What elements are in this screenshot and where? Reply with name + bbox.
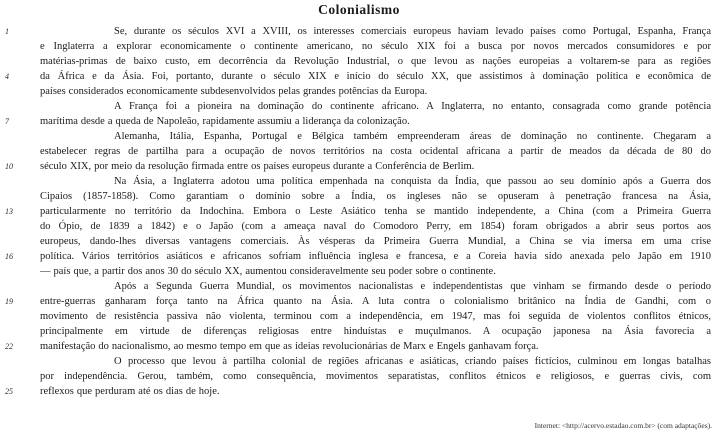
text-row bbox=[5, 69, 711, 84]
text-line: Se, durante os séculos XVI a XVIII, os interesses comerciais europeus haviam levado países como Portugal, Espanha, França bbox=[114, 26, 711, 37]
text-line: particularmente no território da Indochina. Embora o Leste Asiático tenha se mantido independente, a China (com a Primeira Guerra bbox=[40, 206, 711, 217]
line-number: 1 bbox=[5, 27, 9, 36]
text-line: do Ópio, de 1839 a 1842) e o Japão (com a ameaça naval do Comodoro Perry, em 1854) foram obrigados a abrir seus portos aos bbox=[40, 221, 711, 232]
text-row bbox=[5, 249, 711, 264]
text-row bbox=[40, 99, 711, 114]
text-row bbox=[40, 54, 711, 69]
source-credit: Internet: <http://acervo.estadao.com.br> (com adaptações). bbox=[534, 421, 712, 430]
text-row bbox=[40, 309, 711, 324]
text-row bbox=[40, 234, 711, 249]
text-row bbox=[5, 114, 711, 129]
text-row bbox=[40, 264, 711, 279]
text-row bbox=[40, 84, 711, 99]
text-line: por independência. Gerou, também, como consequência, movimentos separatistas, conflitos étnicos e religiosos, e guerras civis, com bbox=[40, 371, 711, 382]
text-row bbox=[40, 219, 711, 234]
text-line: Alemanha, Itália, Espanha, Portugal e Bélgica também empreenderam áreas de dominação no continente. Chegaram a bbox=[114, 131, 711, 142]
text-line: principalmente em virtude de diferenças religiosas entre hinduístas e muçulmanos. A ocupação japonesa na Ásia favorecia a bbox=[40, 326, 711, 337]
document-title: Colonialismo bbox=[318, 2, 400, 17]
text-row bbox=[40, 354, 711, 369]
text-line: da África e da Ásia. Foi, portanto, durante o século XIX e início do século XX, que assistimos à dominação política e econômica de bbox=[40, 71, 711, 82]
text-row bbox=[40, 279, 711, 294]
text-row bbox=[40, 129, 711, 144]
text-line: entre-guerras ganharam força tanto na África quanto na Ásia. A luta contra o colonialismo britânico na Índia de Gandhi, com o bbox=[40, 296, 711, 307]
line-number: 7 bbox=[5, 117, 9, 126]
text-row bbox=[40, 144, 711, 159]
text-line: A França foi a pioneira na dominação do continente africano. A Inglaterra, no entanto, consagrada como grande potência bbox=[114, 101, 711, 112]
text-line: e Inglaterra a explorar economicamente o continente americano, no século XIX foi a busca por novos mercados consumidores e por bbox=[40, 41, 711, 52]
text-line: Na Ásia, a Inglaterra adotou uma política empenhada na conquista da Índia, que passou ao seu domínio após a Guerra dos bbox=[114, 176, 711, 187]
text-line: estabelecer regras de partilha para a ocupação de novos territórios na costa ocidental africana a partir de meados da década de 80 do bbox=[40, 146, 711, 157]
text-row bbox=[5, 294, 711, 309]
text-row bbox=[5, 24, 711, 39]
text-line: política. Vários territórios asiáticos e africanos sofriam influência inglesa e francesa, e a Coreia havia sido anexada pelo Japão em 1910 bbox=[40, 251, 711, 262]
text-line: — país que, a partir dos anos 30 do século XX, aumentou consideravelmente seu poder sobre o continente. bbox=[40, 266, 496, 277]
line-number: 13 bbox=[5, 207, 13, 216]
text-line: movimento de resistência passiva não violenta, terminou com a independência, em 1947, mas foi seguida de violentos conflitos étnicos, bbox=[40, 311, 711, 322]
text-row bbox=[40, 174, 711, 189]
text-line: século XIX, por meio da resolução firmada entre os países europeus durante a Conferência de Berlim. bbox=[40, 161, 475, 172]
line-number: 10 bbox=[5, 162, 13, 171]
text-line: europeus, dando-lhes diversas vantagens comerciais. Às vésperas da Primeira Guerra Mundial, a China se via imersa em uma crise bbox=[40, 236, 711, 247]
line-number: 19 bbox=[5, 297, 13, 306]
text-line: matérias-primas de baixo custo, em decorrência da Revolução Industrial, o que levou as nações europeias a voltarem-se para as regiões bbox=[40, 56, 711, 67]
text-row bbox=[5, 339, 711, 354]
text-row bbox=[5, 159, 711, 174]
line-number: 22 bbox=[5, 342, 13, 351]
document-body bbox=[5, 24, 711, 399]
text-line: O processo que levou à partilha colonial de regiões africanas e asiáticas, criando países fictícios, culminou em longas batalhas bbox=[114, 356, 711, 367]
line-number: 4 bbox=[5, 72, 9, 81]
text-line: marítima desde a queda de Napoleão, rapidamente assumiu a liderança da colonização. bbox=[40, 116, 410, 127]
text-row bbox=[40, 324, 711, 339]
text-row bbox=[40, 369, 711, 384]
text-line: países considerados economicamente subdesenvolvidos pelas grandes potências da Europa. bbox=[40, 86, 428, 97]
text-line: manifestação do nacionalismo, ao mesmo tempo em que as ideias revolucionárias de Marx e Engels ganhavam força. bbox=[40, 341, 539, 352]
line-number: 16 bbox=[5, 252, 13, 261]
text-row bbox=[5, 204, 711, 219]
text-row bbox=[40, 189, 711, 204]
text-line: Após a Segunda Guerra Mundial, os movimentos nacionalistas e independentistas que vinham se firmando desde o período bbox=[114, 281, 711, 292]
text-row bbox=[5, 384, 711, 399]
text-row bbox=[40, 39, 711, 54]
text-line: reflexos que perduram até os dias de hoje. bbox=[40, 386, 220, 397]
text-line: Cipaios (1857-1858). Como garantiam o domínio sobre a Índia, os ingleses não se opuseram à penetração francesa na Ásia, bbox=[40, 191, 711, 202]
line-number: 25 bbox=[5, 387, 13, 396]
